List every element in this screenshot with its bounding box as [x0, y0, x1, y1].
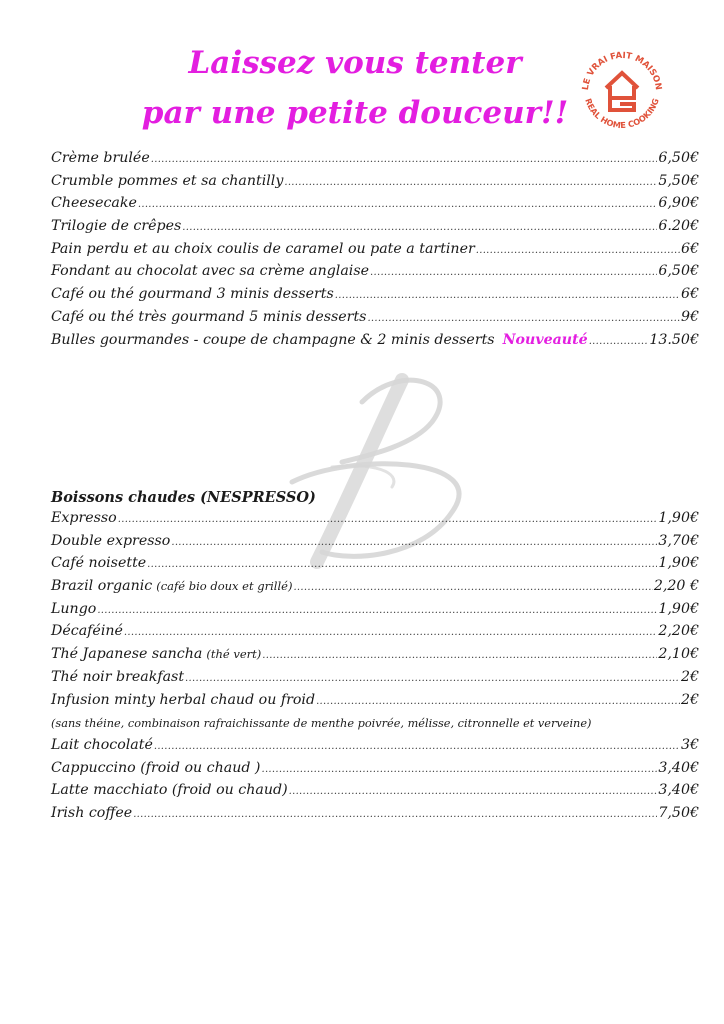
drink-item — [51, 646, 699, 669]
dessert-item — [51, 195, 699, 218]
title-line-1: Laissez vous tenter — [188, 45, 522, 81]
drink-price: 2,10€ — [658, 646, 699, 663]
dessert-item — [51, 150, 699, 173]
section-title: Boissons chaudes (NESPRESSO) — [51, 489, 316, 506]
drink-name: Irish coffee — [51, 804, 133, 821]
drink-name: Café noisette — [51, 555, 147, 572]
dessert-name: Crumble pommes et sa chantilly — [51, 172, 284, 189]
drink-name: Expresso — [51, 510, 117, 526]
dessert-price: 6.20€ — [658, 218, 699, 235]
drink-item — [51, 533, 699, 556]
dessert-name: Fondant au chocolat avec sa crème anglaise — [51, 263, 370, 280]
page-title — [120, 38, 590, 138]
drink-price: 3€ — [680, 736, 699, 753]
dessert-name: Bulles gourmandes - coupe de champagne & 2 minis desserts — [51, 331, 495, 348]
drink-price: 3,70€ — [658, 532, 699, 549]
drink-item — [51, 601, 699, 624]
dessert-item — [51, 218, 699, 241]
dessert-name: Café ou thé très gourmand 5 minis desserts — [51, 308, 367, 325]
desserts-list — [51, 150, 699, 354]
drink-item — [51, 692, 699, 715]
drink-note: (café bio doux et grillé) — [156, 579, 293, 594]
svg-text:REAL HOME COOKING — [583, 97, 661, 130]
drink-price: 1,90€ — [658, 600, 699, 617]
drink-name: Lungo — [51, 600, 97, 617]
drink-price: 2€ — [680, 668, 699, 685]
dessert-price: 6€ — [680, 286, 699, 303]
logo-top-text: LE VRAI FAIT MAISON — [580, 50, 664, 91]
drink-item — [51, 760, 699, 783]
hot-drinks-section — [51, 486, 699, 828]
drink-item — [51, 510, 699, 533]
new-badge: Nouveauté — [502, 331, 588, 348]
dessert-item — [51, 286, 699, 309]
dessert-name: Café ou thé gourmand 3 minis desserts — [51, 286, 334, 303]
dessert-name: Crème brulée — [51, 150, 150, 166]
drink-price: 2,20 € — [653, 578, 699, 595]
drink-name: Thé Japanese sancha — [51, 646, 203, 663]
drink-item — [51, 669, 699, 692]
dessert-price: 9€ — [680, 308, 699, 325]
dessert-item — [51, 332, 699, 355]
title-line-2: par une petite douceur!! — [141, 95, 569, 131]
dessert-price: 13.50€ — [649, 331, 699, 348]
dessert-item — [51, 173, 699, 196]
dessert-price: 6,50€ — [658, 150, 699, 166]
dessert-name: Cheesecake — [51, 195, 137, 212]
drink-price: 2€ — [680, 691, 699, 708]
infusion-note: (sans théine, combinaison rafraichissante de menthe poivrée, mélisse, citronnelle et verveine) — [51, 717, 592, 731]
drink-name: Lait chocolaté — [51, 736, 153, 753]
dessert-name: Trilogie de crêpes — [51, 218, 182, 235]
drink-note: (thé vert) — [206, 647, 262, 662]
dessert-item — [51, 263, 699, 286]
fait-maison-logo — [564, 40, 680, 134]
dessert-name: Pain perdu et au choix coulis de caramel ou pate a tartiner — [51, 240, 475, 257]
house-icon — [606, 73, 638, 110]
logo-bottom-text: REAL HOME COOKING — [583, 96, 661, 131]
drink-price: 3,40€ — [658, 782, 699, 799]
drink-item — [51, 737, 699, 760]
dessert-item — [51, 309, 699, 332]
drink-item — [51, 555, 699, 578]
drink-price: 1,90€ — [658, 555, 699, 572]
drink-name: Thé noir breakfast — [51, 668, 185, 685]
drink-price: 7,50€ — [658, 804, 699, 821]
drink-item — [51, 805, 699, 828]
drink-name: Brazil organic — [51, 578, 153, 595]
dessert-price: 6,90€ — [658, 195, 699, 212]
dessert-price: 5,50€ — [658, 172, 699, 189]
drink-name: Latte macchiato (froid ou chaud) — [51, 782, 288, 799]
drink-price: 2,20€ — [658, 623, 699, 640]
drink-name: Infusion minty herbal chaud ou froid — [51, 691, 316, 708]
dessert-price: 6,50€ — [658, 263, 699, 280]
drink-item — [51, 782, 699, 805]
drink-price: 1,90€ — [658, 510, 699, 526]
drink-name: Cappuccino (froid ou chaud ) — [51, 759, 261, 776]
drink-item — [51, 623, 699, 646]
dessert-item — [51, 241, 699, 264]
drink-name: Double expresso — [51, 532, 171, 549]
drink-name: Décaféiné — [51, 623, 123, 640]
dessert-price: 6€ — [680, 240, 699, 257]
drink-item — [51, 578, 699, 601]
drink-price: 3,40€ — [658, 759, 699, 776]
